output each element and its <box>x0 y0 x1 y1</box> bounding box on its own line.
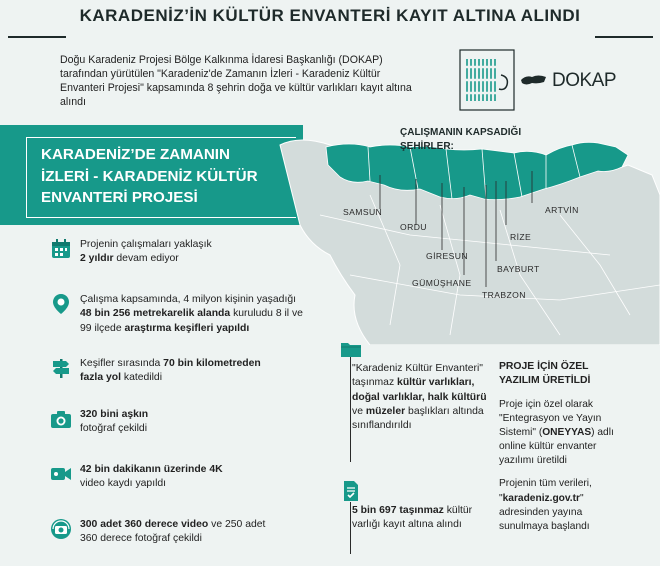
360-camera-icon <box>50 518 72 540</box>
fact-area-mid: kuruludu 8 il ve 99 ilçede <box>80 308 303 334</box>
fact-area-bold2: araştırma keşifleri yapıldı <box>124 322 250 334</box>
dokap-logo <box>520 66 630 96</box>
map-title-line-2: ŞEHİRLER: <box>400 140 454 152</box>
city-label-ordu: ORDU <box>400 222 427 232</box>
middle-divider-2 <box>350 502 351 554</box>
video-camera-icon <box>50 463 72 485</box>
city-label-gumushane: GÜMÜŞHANE <box>412 278 472 288</box>
page-title: KARADENİZ’İN KÜLTÜR ENVANTERİ KAYIT ALTINA ALINDI <box>79 6 581 25</box>
software-title: PROJE İÇİN ÖZEL YAZILIM ÜRETİLDİ <box>499 361 591 387</box>
fact-distance-bold: 70 bin kilometreden fazla yol <box>80 358 261 384</box>
fact-video-bold: 42 bin dakikanın üzerinde 4K <box>80 464 223 475</box>
title-divider-right <box>595 36 653 38</box>
software-p1-bold: ONEYYAS <box>542 427 592 439</box>
fact-video <box>50 463 250 492</box>
fact-duration-pre: Projenin çalışmaları yaklaşık <box>80 239 212 250</box>
classification-text <box>352 362 487 434</box>
fact-duration-post: devam ediyor <box>113 253 179 265</box>
software-p1-pre: Proje için özel olarak "Entegrasyon ve Yayın Sistemi" ( <box>499 399 602 439</box>
classification-bold2: müzeler <box>365 406 406 418</box>
city-label-artvin: ARTVİN <box>545 205 579 215</box>
fact-distance-pre: Keşifler sırasında <box>80 358 164 369</box>
location-pin-icon <box>50 293 72 315</box>
city-label-bayburt: BAYBURT <box>497 264 540 274</box>
map-title <box>400 126 550 153</box>
registered-assets-text <box>352 504 487 533</box>
fact-area-pre: Çalışma kapsamında, 4 milyon kişinin yaşadığı <box>80 294 296 305</box>
title-divider-left <box>8 36 66 38</box>
dokap-wordmark: DOKAP <box>552 70 617 91</box>
project-logo-icon <box>457 47 517 113</box>
software-p2-post: " adresinden yayına sunulmaya başlandı <box>499 492 590 532</box>
fact-photos-post: fotoğraf çekildi <box>80 423 147 435</box>
banner-line-2: İZLERİ - KARADENİZ KÜLTÜR <box>41 167 258 185</box>
banner-line-1: KARADENİZ’DE ZAMANIN <box>41 146 230 163</box>
fact-photos <box>50 408 220 437</box>
software-section <box>499 360 629 534</box>
calendar-icon <box>50 238 72 260</box>
banner-line-3: ENVANTERİ PROJESİ <box>41 189 198 207</box>
signpost-icon <box>50 357 72 379</box>
fact-distance-post: katedildi <box>121 372 163 384</box>
document-check-icon <box>340 480 362 502</box>
city-label-rize: RİZE <box>510 232 532 242</box>
folder-icon <box>340 338 362 360</box>
fact-360 <box>50 518 285 547</box>
camera-icon <box>50 408 72 430</box>
fact-360-post: ve 250 adet 360 derece fotoğraf çekildi <box>80 519 266 545</box>
fact-duration-bold: 2 yıldır <box>80 253 114 265</box>
classification-mid: ve <box>352 406 366 418</box>
fact-360-bold: 300 adet 360 derece video <box>80 519 209 530</box>
fact-area <box>50 293 312 336</box>
fact-duration <box>50 238 330 267</box>
middle-divider-1 <box>350 350 351 462</box>
fact-distance <box>50 357 285 386</box>
software-paragraph-1 <box>499 398 629 468</box>
software-p2-pre: Projenin tüm verileri, " <box>499 478 592 504</box>
city-label-samsun: SAMSUN <box>343 207 383 217</box>
city-label-trabzon: TRABZON <box>482 290 526 300</box>
dokap-map-icon <box>520 71 548 91</box>
registered-assets-bold: 5 bin 697 taşınmaz <box>352 505 444 516</box>
registered-assets-post: kültür varlığı kayıt altına alındı <box>352 505 473 531</box>
software-paragraph-2 <box>499 477 629 533</box>
software-p1-post: ) adlı online kültür envanter yazılımı üretildi <box>499 427 614 467</box>
fact-photos-bold: 320 bini aşkın <box>80 409 149 420</box>
fact-area-bold: 48 bin 256 metrekarelik alanda <box>80 308 231 320</box>
classification-pre: "Karadeniz Kültür Envanteri" taşınmaz <box>352 363 483 389</box>
project-banner <box>26 137 296 218</box>
classification-post: başlıkları altında sınıflandırıldı <box>352 406 484 432</box>
software-p2-bold: karadeniz.gov.tr <box>502 492 580 504</box>
city-label-giresun: GİRESUN <box>426 251 468 261</box>
fact-video-post: video kaydı yapıldı <box>80 478 167 490</box>
intro-text: Doğu Karadeniz Projesi Bölge Kalkınma İdaresi Başkanlığı (DOKAP) tarafından yürütülen "Karadeniz'de Zamanın İzleri - Karadeniz Kültür Envanteri Projesi" kapsamında 8 şehrin doğa ve kültür varlıkları kayıt altına alındı <box>60 54 412 108</box>
map-title-line-1: ÇALIŞMANIN KAPSADIĞI <box>400 127 522 138</box>
classification-bold1: kültür varlıkları, doğal varlıklar, halk kültürü <box>352 377 487 403</box>
project-logo <box>457 47 517 113</box>
